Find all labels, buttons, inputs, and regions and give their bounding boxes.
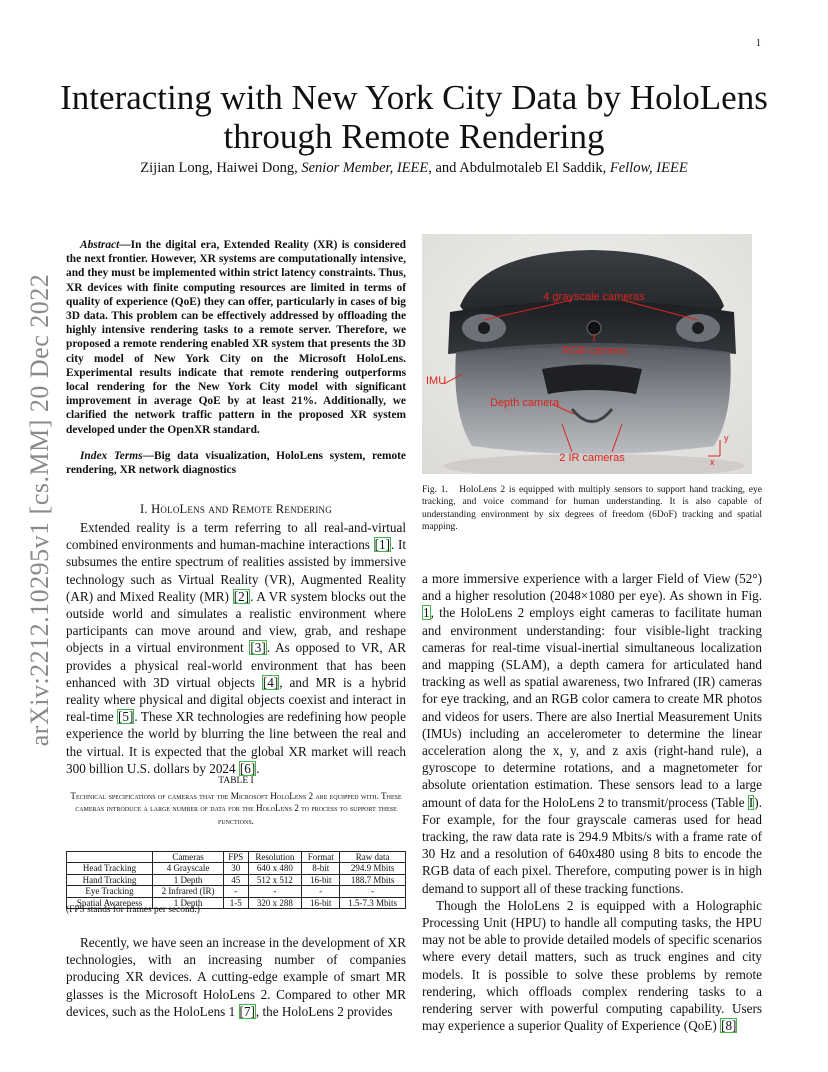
citation-link[interactable]: [5] [118,709,134,725]
right-column-text [422,570,762,1034]
table-cell: 45 [224,874,248,885]
authors-part-1: Zijian Long, Haiwei Dong, [140,160,298,176]
section-title: HoloLens and Remote Rendering [151,502,332,516]
index-terms [66,449,406,477]
table-header-cell [67,852,153,863]
intro-text: . It subsumes the entire spectrum of realities assisted by immersive technology such as Virtual Reality (VR), Augmented Reality (AR) and Mixed Reality (MR) [66,537,406,604]
camera-right-lens [692,322,704,334]
intro-text: Extended reality is a term referring to all real-and-virtual combined environments and human-machine interactions [66,520,406,553]
table-cell: - [224,886,248,897]
citation-link[interactable]: [6] [239,760,256,776]
table-cell: 8-bit [302,863,340,874]
table-cell: 294.9 Mbits [340,863,406,874]
body-text: ). For example, for the four grayscale cameras used for head tracking, the raw data rate is 294.9 Mbits/s with a frame rate of 30 Hz and a resolution of 640x480 using 8 bits to encode the RGB data of each pixel. Therefore, computing power is in high demand to support all of these tracking functions. [422,794,762,896]
camera-left-lens [478,322,490,334]
table-header-cell: Resolution [248,852,302,863]
index-terms-label: Index Terms [80,450,143,462]
intro-text: . These XR technologies are redefining how people experience the world by blurring the line between the real and the virtual. It is expected that the global XR market will reach 300 billion U.S. dollars by 2024 [66,709,407,776]
citation-link[interactable]: [8] [721,1018,737,1034]
table-cell: 30 [224,863,248,874]
label-imu: IMU [426,375,447,387]
table-cell: Head Tracking [67,863,153,874]
hololens-figure [422,234,752,474]
table-cell: 320 x 288 [248,897,302,908]
table-header-cell: Raw data [340,852,406,863]
table-header-cell: Cameras [153,852,224,863]
label-ir: 2 IR cameras [559,452,625,464]
table-cell: 640 x 480 [248,863,302,874]
table-note: (FPS stands for frames per second.) [66,905,200,915]
figure-caption [422,484,762,534]
author-role-2: Fellow, IEEE [609,160,688,176]
table-cell: 16-bit [302,874,340,885]
table-label: TABLE I [218,776,254,786]
authors-part-2: , and Abdulmotaleb El Saddik, [428,160,607,176]
body-text: , the HoloLens 2 employs eight cameras to facilitate human and environment understanding: four visible-light tracking cameras for real-time visual-inertial simultaneous localization and mapping (SLAM), a depth camera for articulated hand tracking as well as spatial awareness, two Infrared (IR) cameras for eye tracking, and an RGB color camera to create MR photos and videos for users. There are also Inertial Measurement Units (IMUs) including an accelerometer to determine the linear acceleration along the x, y, and z axis (right-hand rule), a gyroscope to determine rotations, and a magnetometer for absolute orientation estimation. These sensors lead to a large amount of data for the HoloLens 2 to transmit/process (Table [422,605,762,810]
figure-caption-text: HoloLens 2 is equipped with multiply sensors to support hand tracking, eye tracking, and voice command for human understanding. It is also capable of understanding environment by six degrees of freedom (6DoF) tracking and spatial mapping. [422,485,762,533]
label-axis-x: x [710,457,715,467]
label-depth: Depth camera [490,397,560,409]
hololens-photo [422,234,752,474]
arxiv-id: arXiv:2212.10295v1 [cs.MM] 20 Dec 2022 [25,273,54,747]
right-paragraph-2 [422,897,762,1035]
citation-link[interactable]: [1] [374,537,390,553]
citation-link[interactable]: [3] [250,640,266,656]
table-cell: 1-5 [224,897,248,908]
table-row [67,886,406,897]
intro-text: . A VR system blocks out the outside world and simulates a realistic environment where participants can move around and view, grab, and reshape objects in a virtual environment [66,588,406,656]
table-cell: 512 x 512 [248,874,302,885]
abstract [66,238,406,437]
table-cell: 1.5-7.3 Mbits [340,897,406,908]
table-cell: 1 Depth [153,897,224,908]
label-grayscale: 4 grayscale cameras [543,291,645,303]
table-cell: Spatial Awareness [67,897,153,908]
page-number: 1 [756,38,761,49]
nose-bridge [542,365,642,395]
table-header-cell: FPS [224,852,248,863]
right-paragraph-1 [422,570,762,897]
table-cell: Hand Tracking [67,874,153,885]
table-row [67,863,406,874]
author-list [40,160,788,177]
body-paragraph [66,934,406,1020]
table-row [67,874,406,885]
table-cell: - [248,886,302,897]
section-number: I. [140,502,148,516]
camera-spec-table [66,851,406,909]
body-text: Recently, we have seen an increase in the development of XR technologies, with an increasing number of companies producing XR devices. A cutting-edge example of smart MR glasses is the Microsoft HoloLens 2. Compared to other MR devices, such as the HoloLens 1 [66,935,406,1019]
table-cell: - [340,886,406,897]
table-header-row [67,852,406,863]
body-text: Though the HoloLens 2 is equipped with a Holographic Processing Unit (HPU) to handle all computing tasks, the HPU may not be able to provide detailed models of specific scenarios where every detail matters, such as truck engines and city models. It is possible to solve these problems by remote rendering, which offloads complex rendering tasks to a rendering server with powerful computing capability. Users may experience a superior Quality of Experience (QoE) [422,897,762,1034]
intro-text: . As opposed to VR, AR provides a physical real-world environment that has been enhanced with 3D virtual objects [66,640,406,690]
intro-text: , and MR is a hybrid reality where physical and digital objects coexist and interact in real-time [66,674,406,725]
table-cell: 16-bit [302,897,340,908]
table-cell: 188.7 Mbits [340,874,406,885]
table-cell: 4 Grayscale [153,863,224,874]
arxiv-stamp [20,260,60,760]
figure-caption-label: Fig. 1. [422,485,448,495]
table-cell: - [302,886,340,897]
abstract-label: Abstract [80,239,120,251]
figure-link[interactable]: 1 [423,605,430,621]
intro-paragraph [66,519,406,777]
author-role-1: Senior Member, IEEE [301,160,429,176]
label-rgb: RGB camera [562,345,626,357]
index-terms-text: —Big data visualization, HoloLens system, remote rendering, XR network diagnostics [66,450,406,477]
table-cell: 1 Depth [153,874,224,885]
table-cell: Eye Tracking [67,886,153,897]
label-axis-y: y [724,433,729,443]
table-cell: 2 Infrared (IR) [153,886,224,897]
rgb-camera-lens [587,321,601,335]
body-text: , the HoloLens 2 provides [255,1003,393,1019]
intro-text: . [256,760,260,776]
table-caption: Technical specifications of cameras that the Microsoft HoloLens 2 are equipped with. These cameras introduce a large number of data for the HoloLens 2 to process to support these functions. [70,791,402,826]
table-link[interactable]: I [748,794,754,810]
paper-title: Interacting with New York City Data by HoloLens through Remote Rendering [60,78,768,156]
citation-link[interactable]: [7] [239,1003,255,1019]
section-heading [66,502,406,517]
abstract-text: —In the digital era, Extended Reality (XR) is considered the next frontier. However, XR systems are computationally intensive, and they must be implemented within strict latency constraints. Thus, XR devices with finite computing resources are limited in terms of quality of experience (QoE) they can offer, particularly in cases of big 3D data. This problem can be effectively addressed by offloading the highly intensive rendering tasks to a remote server. Therefore, we proposed a remote rendering enabled XR system that presents the 3D city model of New York City on the Microsoft HoloLens. Experimental results indicate that remote rendering outperforms local rendering for the New York City model with significant improvement in average QoE by at least 21%. Additionally, we clarified the network traffic pattern in the proposed XR system developed under the OpenXR standard. [66,239,406,436]
citation-link[interactable]: [2] [233,588,250,604]
table-header-cell: Format [302,852,340,863]
citation-link[interactable]: [4] [262,674,279,690]
body-text: a more immersive experience with a larger Field of View (52°) and a higher resolution (2048×1080 per eye). As shown in Fig. [422,571,762,604]
